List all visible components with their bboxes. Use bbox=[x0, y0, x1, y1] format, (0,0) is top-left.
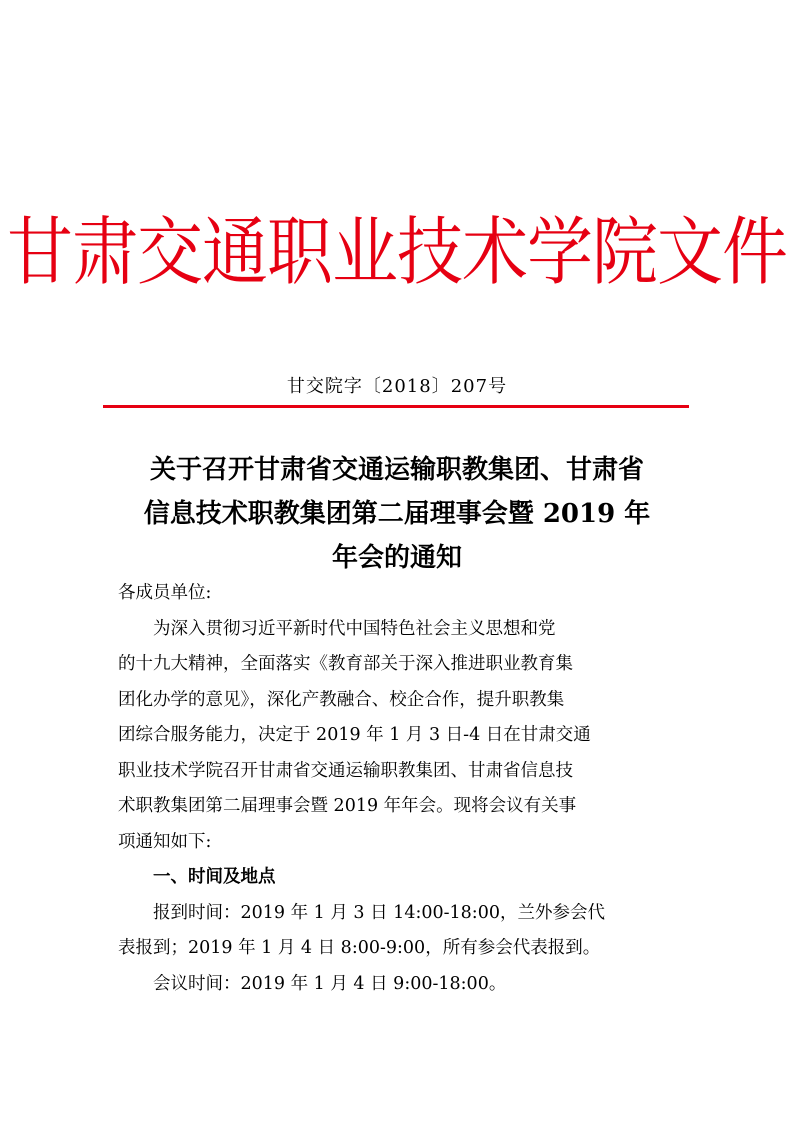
paragraph-line: 会议时间：2019 年 1 月 4 日 9:00-18:00。 bbox=[153, 973, 507, 994]
paragraph-line: 的十九大精神，全面落实《教育部关于深入推进职业教育集 bbox=[118, 654, 573, 674]
red-header-rule bbox=[103, 405, 689, 408]
intro-paragraph bbox=[118, 612, 674, 861]
paragraph-line: 为深入贯彻习近平新时代中国特色社会主义思想和党 bbox=[153, 618, 556, 639]
paragraph-line: 项通知如下: bbox=[118, 831, 212, 852]
notice-title bbox=[100, 448, 694, 580]
paragraph-line: 报到时间：2019 年 1 月 3 日 14:00-18:00，兰外参会代 bbox=[153, 902, 605, 923]
paragraph-line: 职业技术学院召开甘肃省交通运输职教集团、甘肃省信息技 bbox=[118, 760, 573, 781]
document-number: 甘交院字〔2018〕207号 bbox=[286, 376, 508, 397]
paragraph-line: 表报到；2019 年 1 月 4 日 8:00-9:00，所有参会代表报到。 bbox=[118, 938, 601, 958]
notice-title-line: 年会的通知 bbox=[331, 543, 462, 573]
section-heading-time-location: 一、时间及地点 bbox=[153, 867, 276, 887]
notice-title-line: 信息技术职教集团第二届理事会暨 2019 年 bbox=[143, 499, 651, 529]
masthead-title: 甘肃交通职业技术学院文件 bbox=[7, 209, 787, 296]
paragraph-line: 团化办学的意见》，深化产教融合、校企合作，提升职教集 bbox=[118, 689, 565, 710]
meeting-time-paragraph bbox=[118, 967, 674, 1003]
paragraph-line: 术职教集团第二届理事会暨 2019 年年会。现将会议有关事 bbox=[118, 796, 577, 816]
paragraph-line: 团综合服务能力，决定于 2019 年 1 月 3 日-4 日在甘肃交通 bbox=[118, 725, 591, 745]
notice-title-line: 关于召开甘肃省交通运输职教集团、甘肃省 bbox=[149, 455, 644, 485]
notice-body bbox=[118, 576, 674, 1002]
registration-paragraph bbox=[118, 896, 674, 967]
salutation: 各成员单位: bbox=[118, 583, 212, 603]
